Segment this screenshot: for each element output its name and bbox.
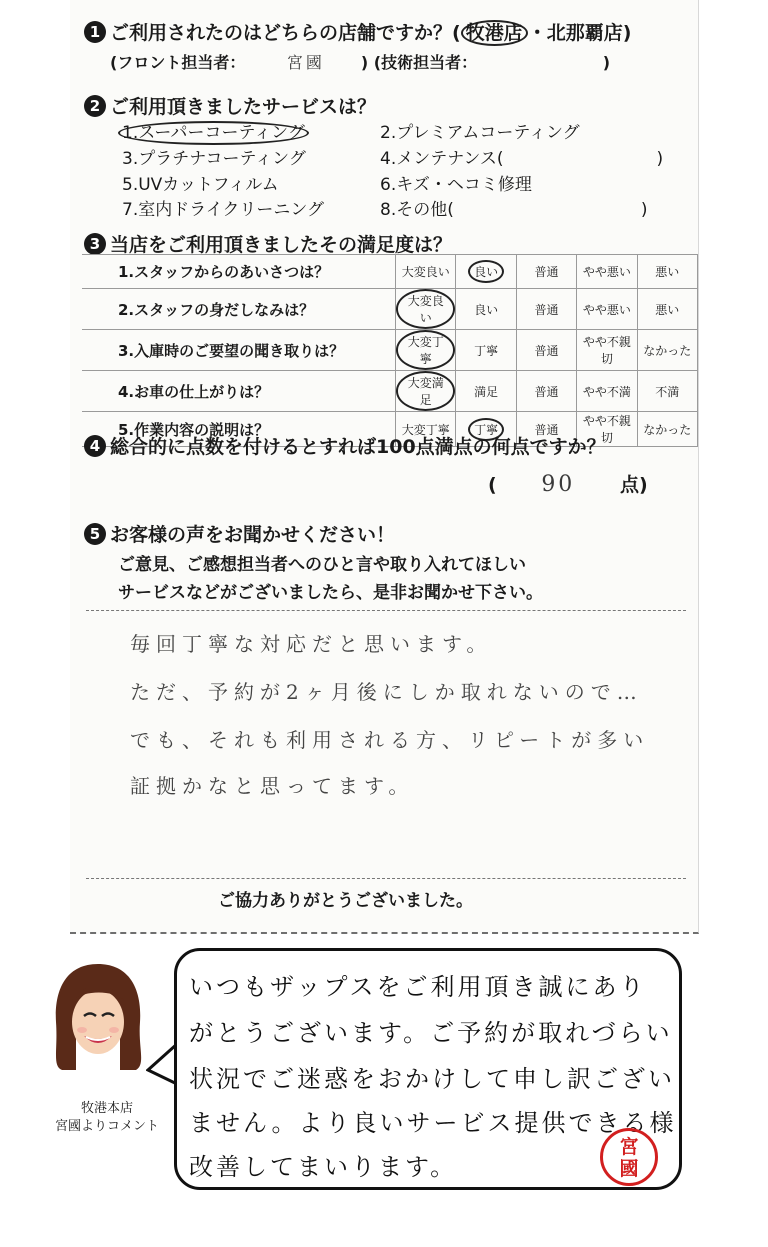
satisfaction-option-label: 大変良い xyxy=(401,265,450,279)
question-3 xyxy=(84,230,452,257)
staff-line xyxy=(110,50,610,73)
satisfaction-option-label: 悪い xyxy=(655,302,680,317)
q1-text: ご利用されたのはどちらの店舗ですか？( xyxy=(110,22,461,44)
service-option-8: 8.その他( ) xyxy=(380,200,648,220)
score-unit: 点) xyxy=(619,474,648,496)
question-2 xyxy=(84,92,376,119)
satisfaction-option-label: なかった xyxy=(643,422,692,437)
satisfaction-option xyxy=(577,330,637,371)
reply-line-4: ません。より良いサービス提供できる様 xyxy=(189,1109,677,1137)
satisfaction-option-label: 普通 xyxy=(534,422,559,437)
satisfaction-option-selected: 大変丁寧 xyxy=(396,330,455,370)
satisfaction-option-label: 悪い xyxy=(655,265,680,279)
thanks-text: ご協力ありがとうございました。 xyxy=(218,891,473,911)
satisfaction-option-label: 普通 xyxy=(534,343,559,358)
satisfaction-option-label: 大変丁寧 xyxy=(401,422,450,437)
satisfaction-item-label: 2.スタッフの身だしなみは？ xyxy=(82,289,396,330)
customer-comment-line-2: ただ、予約が2ヶ月後にしか取れないので… xyxy=(130,680,643,704)
satisfaction-item-label: 4.お車の仕上がりは？ xyxy=(82,371,396,412)
satisfaction-option xyxy=(637,255,697,289)
caption-line-2: 宮國よりコメント xyxy=(54,1119,159,1134)
question-number-1: 1 xyxy=(84,21,106,43)
satisfaction-option-label: やや不満 xyxy=(582,384,631,399)
question-4 xyxy=(84,432,606,459)
reply-line-3: 状況でご迷惑をおかけして申し訳ござい xyxy=(189,1065,675,1093)
q3-text: 当店をご利用頂きましたその満足度は？ xyxy=(110,234,453,256)
service-option-1: 1.スーパーコーティング xyxy=(118,121,309,145)
tech-staff-label: (技術担当者： xyxy=(373,53,478,72)
satisfaction-item-label: 5.作業内容の説明は？ xyxy=(82,412,396,447)
service-option-5: 5.UVカットフィルム xyxy=(122,175,279,195)
customer-comment-line-3: でも、それも利用される方、リピートが多い xyxy=(130,728,650,752)
satisfaction-option xyxy=(396,255,456,289)
satisfaction-row xyxy=(82,255,698,289)
q5-line-2: ご意見、ご感想担当者へのひと言や取り入れてほしい xyxy=(118,555,526,575)
customer-comment-line-1: 毎回丁寧な対応だと思います。 xyxy=(130,632,493,656)
q5-line-3: サービスなどがございましたら、是非お聞かせ下さい。 xyxy=(118,583,543,603)
front-staff-value: 宮國 xyxy=(286,53,325,72)
question-number-2: 2 xyxy=(84,95,106,117)
satisfaction-option xyxy=(396,371,456,412)
satisfaction-option xyxy=(396,330,456,371)
satisfaction-option-label: 丁寧 xyxy=(474,343,499,358)
satisfaction-row xyxy=(82,330,698,371)
question-number-4: 4 xyxy=(84,435,106,457)
name-stamp xyxy=(600,1128,658,1186)
satisfaction-option xyxy=(637,330,697,371)
score-value: 90 xyxy=(541,472,576,497)
score-open: ( xyxy=(488,474,497,496)
question-5 xyxy=(84,520,395,547)
q1-close: ) xyxy=(622,22,632,44)
q2-text: ご利用頂きましたサービスは？ xyxy=(110,96,377,118)
service-option-7: 7.室内ドライクリーニング xyxy=(122,200,325,220)
divider xyxy=(86,878,686,879)
satisfaction-option-label: やや不親切 xyxy=(582,414,631,445)
caption-line-1: 牧港本店 xyxy=(80,1101,133,1116)
satisfaction-option-label: 良い xyxy=(474,302,499,317)
front-staff-label: (フロント担当者： xyxy=(110,53,246,72)
satisfaction-item-label: 1.スタッフからのあいさつは？ xyxy=(82,255,396,289)
satisfaction-option xyxy=(516,371,576,412)
front-staff-close: ) xyxy=(360,53,369,72)
satisfaction-option xyxy=(577,289,637,330)
satisfaction-option-label: 普通 xyxy=(534,265,559,279)
satisfaction-option xyxy=(637,289,697,330)
satisfaction-option xyxy=(456,371,516,412)
question-number-3: 3 xyxy=(84,233,106,255)
satisfaction-option-label: やや悪い xyxy=(582,265,631,279)
satisfaction-option xyxy=(577,371,637,412)
stamp-text: 宮國 xyxy=(619,1136,639,1180)
satisfaction-row xyxy=(82,371,698,412)
satisfaction-option xyxy=(577,255,637,289)
satisfaction-option-label: やや悪い xyxy=(582,302,631,317)
satisfaction-option-label: 不満 xyxy=(655,384,680,399)
store-other: 北那覇店 xyxy=(546,22,623,44)
satisfaction-option xyxy=(516,255,576,289)
store-separator: ・ xyxy=(527,22,547,44)
score-line xyxy=(488,470,648,497)
satisfaction-option-label: 普通 xyxy=(534,302,559,317)
satisfaction-option xyxy=(456,255,516,289)
satisfaction-option-label: やや不親切 xyxy=(582,335,631,366)
customer-comment-line-4: 証拠かなと思ってます。 xyxy=(130,774,415,798)
store-selected: 牧港店 xyxy=(461,20,528,46)
satisfaction-option-selected: 丁寧 xyxy=(468,418,504,441)
reply-line-2: がとうございます。ご予約が取れづらい xyxy=(189,1019,673,1047)
satisfaction-option xyxy=(637,412,697,447)
satisfaction-option xyxy=(516,330,576,371)
satisfaction-table xyxy=(82,254,698,447)
service-option-6: 6.キズ・ヘコミ修理 xyxy=(380,175,532,195)
service-option xyxy=(118,118,309,143)
q5-text: お客様の声をお聞かせください！ xyxy=(110,524,396,546)
satisfaction-option-selected: 良い xyxy=(468,260,504,283)
satisfaction-option-label: 満足 xyxy=(474,384,499,399)
satisfaction-option xyxy=(456,289,516,330)
tech-staff-close: ) xyxy=(602,53,611,72)
reply-line-1: いつもザップスをご利用頂き誠にあり xyxy=(189,973,647,1001)
reply-line-5: 改善してまいります。 xyxy=(189,1153,458,1181)
satisfaction-item-label: 3.入庫時のご要望の聞き取りは？ xyxy=(82,330,396,371)
question-number-5: 5 xyxy=(84,523,106,545)
divider xyxy=(86,610,686,611)
service-option-4: 4.メンテナンス( ) xyxy=(380,149,664,169)
satisfaction-option-selected: 大変良い xyxy=(396,289,455,329)
staff-avatar-icon xyxy=(46,960,150,1072)
satisfaction-option xyxy=(456,330,516,371)
service-option-3: 3.プラチナコーティング xyxy=(122,149,306,169)
satisfaction-row xyxy=(82,289,698,330)
satisfaction-option xyxy=(516,289,576,330)
survey-sheet xyxy=(70,0,699,934)
satisfaction-option-selected: 大変満足 xyxy=(396,371,455,411)
satisfaction-option-label: 普通 xyxy=(534,384,559,399)
satisfaction-option-label: なかった xyxy=(643,343,692,358)
satisfaction-option xyxy=(637,371,697,412)
service-option-2: 2.プレミアムコーティング xyxy=(380,123,580,143)
question-1 xyxy=(84,18,631,45)
q4-text: 総合的に点数を付けるとすれば100点満点の何点ですか？ xyxy=(110,436,606,458)
satisfaction-option xyxy=(396,289,456,330)
avatar-caption xyxy=(52,1100,162,1136)
